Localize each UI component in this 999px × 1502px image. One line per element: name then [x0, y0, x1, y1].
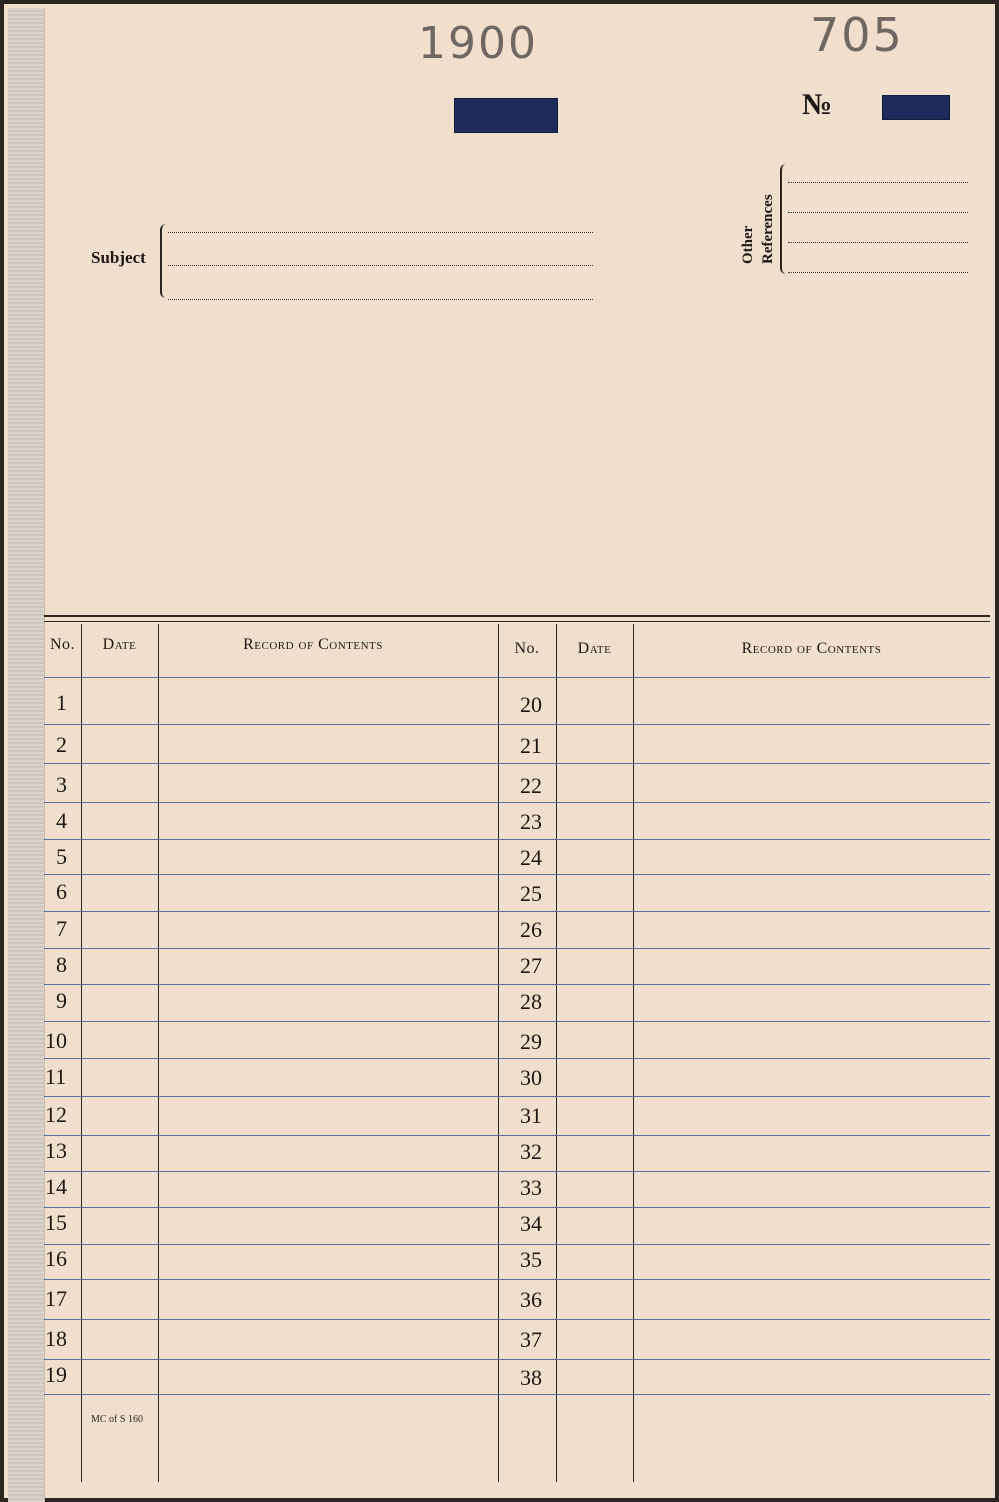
row-number-right: 35 [520, 1247, 542, 1272]
row-number-left: 11 [45, 1064, 67, 1089]
row-number-right: 29 [520, 1029, 542, 1054]
column-divider [81, 624, 82, 1482]
column-divider [498, 624, 499, 1482]
row-number-left: 3 [56, 772, 67, 797]
row-number-right: 36 [520, 1287, 542, 1312]
header-date-right: Date [577, 640, 612, 657]
row-number-right: 25 [520, 881, 542, 906]
other-reference-line[interactable] [788, 182, 968, 183]
row-rule [44, 1058, 990, 1059]
row-number-right: 38 [520, 1365, 542, 1390]
redacted-reference-mark [454, 98, 558, 133]
row-rule [44, 802, 990, 803]
row-number-left: 13 [45, 1138, 67, 1163]
form-code: MC of S 160 [91, 1414, 143, 1425]
row-rule [44, 874, 990, 875]
header-record-right: Record of Contents [741, 640, 882, 657]
subject-label: Subject [91, 248, 146, 267]
column-divider [158, 624, 159, 1482]
subject-brace [160, 224, 168, 298]
row-number-right: 34 [520, 1211, 542, 1236]
row-rule [44, 1021, 990, 1022]
table-top-rule-thin [44, 621, 990, 622]
row-number-right: 26 [520, 917, 542, 942]
row-rule [44, 724, 990, 725]
row-number-left: 2 [56, 732, 67, 757]
subject-line[interactable] [168, 232, 593, 233]
other-references-label [732, 164, 780, 268]
row-number-left: 6 [56, 879, 67, 904]
number-label: № [802, 88, 833, 121]
row-number-left: 10 [45, 1028, 67, 1053]
row-number-left: 4 [56, 808, 67, 833]
row-number-left: 17 [45, 1286, 67, 1311]
row-number-right: 31 [520, 1103, 542, 1128]
header-date-left: Date [102, 636, 137, 653]
binding-spine [8, 8, 45, 1502]
row-number-left: 1 [56, 690, 67, 715]
row-number-left: 7 [56, 916, 67, 941]
year-stamp: 1900 [418, 18, 538, 69]
row-rule [44, 1244, 990, 1245]
row-rule [44, 839, 990, 840]
column-divider [633, 624, 634, 1482]
table-top-rule [44, 615, 990, 617]
other-reference-line[interactable] [788, 242, 968, 243]
subject-line[interactable] [168, 265, 593, 266]
row-rule [44, 1171, 990, 1172]
row-number-right: 22 [520, 773, 542, 798]
row-rule [44, 1135, 990, 1136]
row-number-left: 18 [45, 1326, 67, 1351]
row-number-right: 37 [520, 1327, 542, 1352]
row-rule [44, 1096, 990, 1097]
row-rule [44, 911, 990, 912]
other-references-label-line1: Other [740, 225, 756, 264]
row-number-left: 14 [45, 1174, 67, 1199]
other-references-brace [780, 164, 788, 274]
other-reference-line[interactable] [788, 272, 968, 273]
row-number-left: 9 [56, 988, 67, 1013]
row-rule [44, 1279, 990, 1280]
redacted-number-mark [882, 95, 950, 120]
row-number-right: 23 [520, 809, 542, 834]
row-number-left: 15 [45, 1210, 67, 1235]
header-no-right: No. [514, 640, 540, 657]
row-number-right: 30 [520, 1065, 542, 1090]
row-rule [44, 1359, 990, 1360]
row-rule [44, 763, 990, 764]
row-number-right: 27 [520, 953, 542, 978]
row-number-right: 20 [520, 692, 542, 717]
row-rule [44, 1394, 990, 1395]
row-rule [44, 984, 990, 985]
row-number-right: 28 [520, 989, 542, 1014]
row-number-left: 8 [56, 952, 67, 977]
row-number-right: 24 [520, 845, 542, 870]
other-reference-line[interactable] [788, 212, 968, 213]
row-number-left: 19 [45, 1362, 67, 1387]
file-number-stamp: 705 [810, 8, 904, 62]
subject-line[interactable] [168, 299, 593, 300]
other-references-label-line2: References [760, 194, 776, 264]
row-number-left: 5 [56, 844, 67, 869]
row-rule [44, 1207, 990, 1208]
header-record-left: Record of Contents [243, 636, 383, 653]
row-number-left: 16 [45, 1246, 67, 1271]
row-number-left: 12 [45, 1102, 67, 1127]
header-no-left: No. [49, 636, 76, 653]
row-number-right: 33 [520, 1175, 542, 1200]
row-number-right: 32 [520, 1139, 542, 1164]
row-rule [44, 948, 990, 949]
column-divider [556, 624, 557, 1482]
row-rule [44, 1319, 990, 1320]
row-number-right: 21 [520, 733, 542, 758]
row-rule [44, 677, 990, 678]
